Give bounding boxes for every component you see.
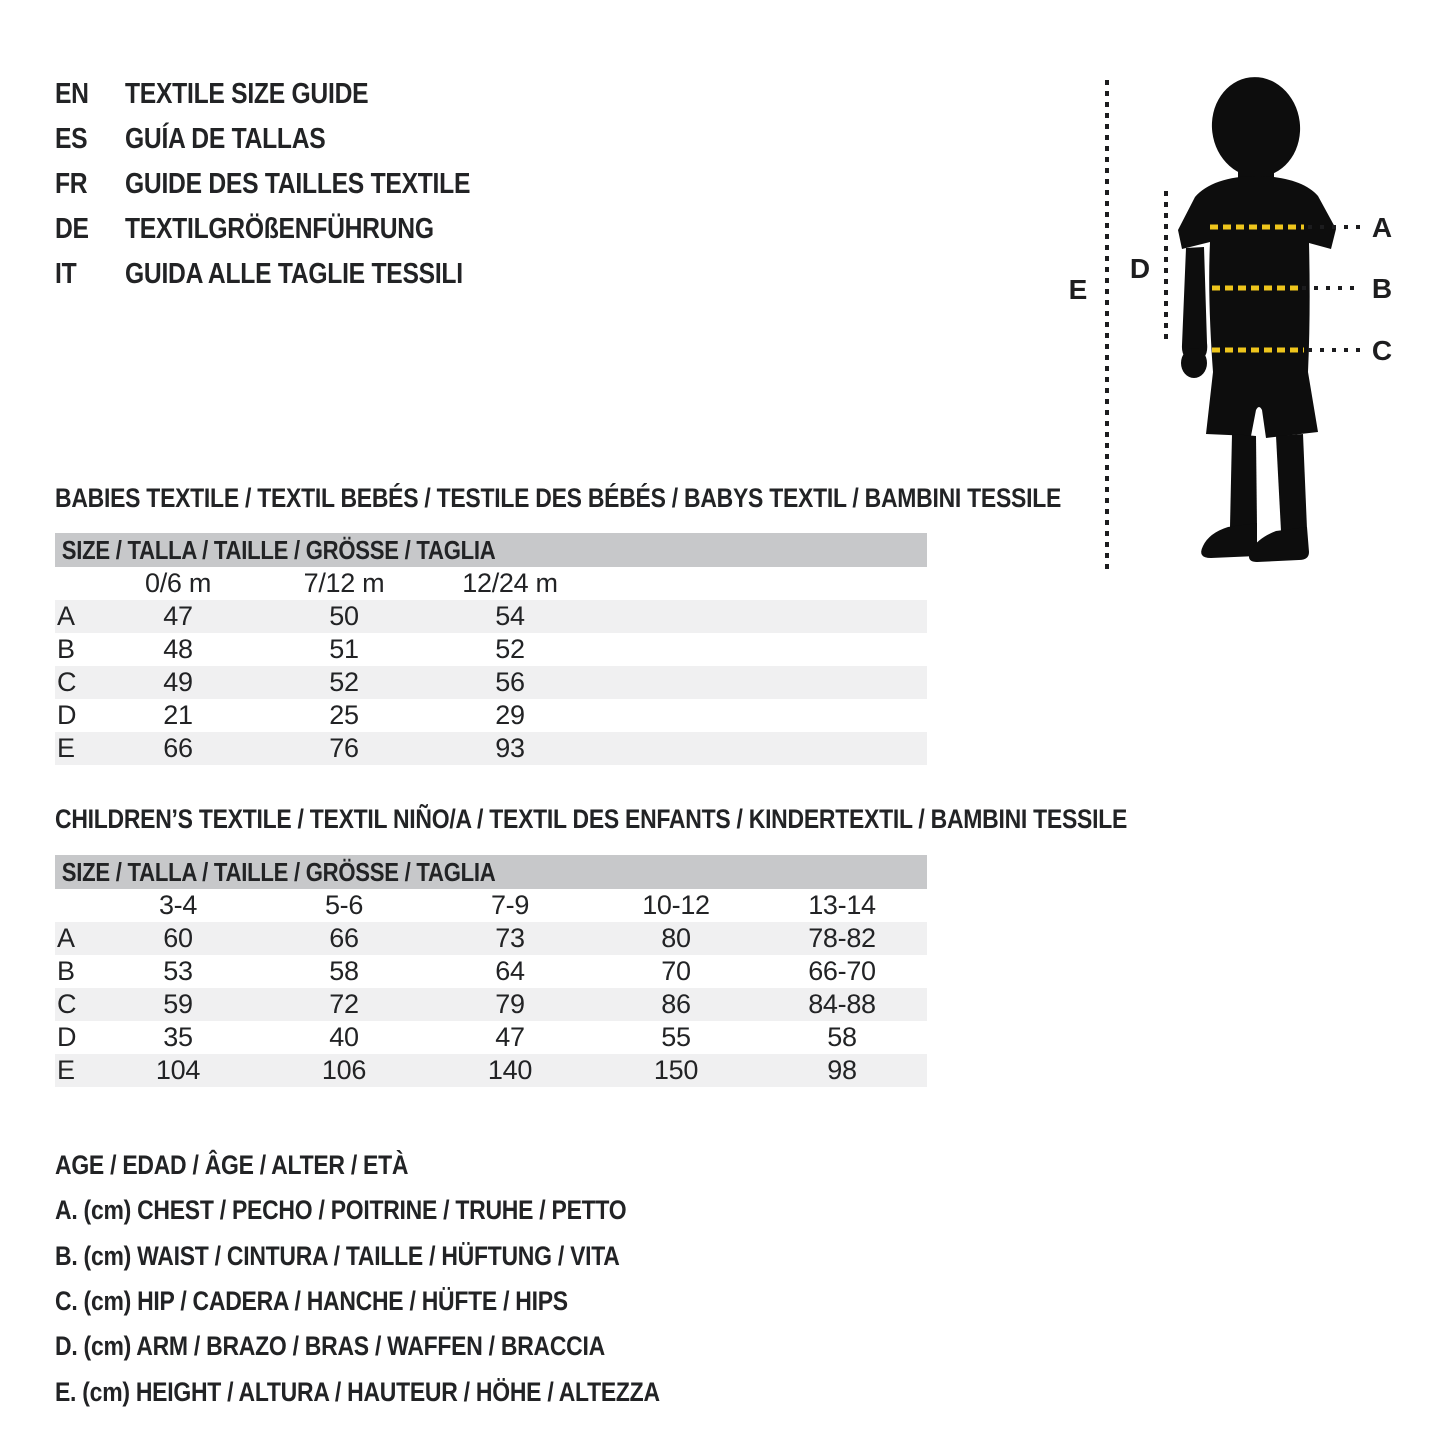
children-section-heading: CHILDREN’S TEXTILE / TEXTIL NIÑO/A / TEXTIL DES ENFANTS / KINDERTEXTIL / BAMBINI TESSILE bbox=[55, 804, 1128, 834]
lang-row-it bbox=[55, 252, 531, 297]
children-size-header-bar bbox=[55, 855, 927, 889]
babies-column-header-row bbox=[55, 567, 927, 600]
lang-row-en bbox=[55, 72, 531, 117]
lang-title-en: TEXTILE SIZE GUIDE bbox=[125, 78, 369, 110]
lang-title-it: GUIDA ALLE TAGLIE TESSILI bbox=[125, 258, 463, 290]
table-row: D 35 40 47 55 58 bbox=[57, 1022, 857, 1052]
lang-code-fr: FR bbox=[55, 168, 88, 200]
lang-code-de: DE bbox=[55, 213, 89, 245]
table-row: D 21 25 29 bbox=[57, 700, 525, 730]
label-b: B bbox=[1371, 273, 1393, 304]
children-size-header-text: SIZE / TALLA / TAILLE / GRÖSSE / TAGLIA bbox=[61, 856, 496, 887]
lang-row-de bbox=[55, 207, 531, 252]
children-column-header-row bbox=[55, 889, 927, 922]
label-a: A bbox=[1371, 212, 1393, 243]
legend-hip: C. (cm) HIP / CADERA / HANCHE / HÜFTE / HIPS bbox=[55, 1286, 568, 1317]
children-column-header: 5-6 bbox=[324, 890, 364, 920]
legend-chest: A. (cm) CHEST / PECHO / POITRINE / TRUHE / PETTO bbox=[55, 1195, 627, 1226]
table-row: B 48 51 52 bbox=[57, 634, 525, 664]
children-size-table bbox=[55, 855, 927, 1087]
table-row: C 49 52 56 bbox=[55, 666, 927, 699]
children-column-header: 13-14 bbox=[808, 890, 876, 920]
babies-column-header: 0/6 m bbox=[144, 568, 212, 598]
lang-row-fr bbox=[55, 162, 531, 207]
children-column-header: 10-12 bbox=[642, 890, 710, 920]
label-c: C bbox=[1371, 335, 1393, 366]
table-row: A 60 66 73 80 78-82 bbox=[55, 922, 927, 955]
silhouette-left-shoe bbox=[1201, 523, 1257, 558]
children-column-header: 3-4 bbox=[158, 890, 198, 920]
lang-title-fr: GUIDE DES TAILLES TEXTILE bbox=[125, 168, 471, 200]
silhouette-right-shoe bbox=[1249, 527, 1309, 562]
silhouette-hand bbox=[1181, 348, 1207, 378]
label-d: D bbox=[1129, 253, 1151, 284]
table-row: E 104 106 140 150 98 bbox=[55, 1054, 927, 1087]
label-e: E bbox=[1068, 274, 1088, 305]
babies-section-heading: BABIES TEXTILE / TEXTIL BEBÉS / TESTILE DES BÉBÉS / BABYS TEXTIL / BAMBINI TESSILE bbox=[55, 483, 1062, 513]
legend-arm: D. (cm) ARM / BRAZO / BRAS / WAFFEN / BRACCIA bbox=[55, 1331, 605, 1362]
lang-code-it: IT bbox=[55, 258, 77, 290]
babies-column-header: 12/24 m bbox=[462, 568, 558, 598]
babies-size-header-text: SIZE / TALLA / TAILLE / GRÖSSE / TAGLIA bbox=[61, 534, 496, 565]
silhouette-arm bbox=[1182, 247, 1207, 361]
table-row: A 47 50 54 bbox=[55, 600, 927, 633]
lang-title-es: GUÍA DE TALLAS bbox=[125, 123, 326, 155]
lang-title-de: TEXTILGRÖßENFÜHRUNG bbox=[125, 213, 434, 245]
babies-size-table bbox=[55, 533, 927, 765]
lang-code-es: ES bbox=[55, 123, 88, 155]
babies-column-header: 7/12 m bbox=[303, 568, 385, 598]
silhouette-right-leg bbox=[1276, 434, 1307, 531]
table-row: B 53 58 64 70 66-70 bbox=[57, 956, 876, 986]
legend-height: E. (cm) HEIGHT / ALTURA / HAUTEUR / HÖHE / ALTEZZA bbox=[55, 1376, 660, 1407]
babies-size-header-bar bbox=[55, 533, 927, 567]
language-title-list bbox=[55, 72, 531, 297]
lang-code-en: EN bbox=[55, 78, 89, 110]
measurement-legend bbox=[55, 1143, 766, 1415]
lang-row-es bbox=[55, 117, 531, 162]
legend-age: AGE / EDAD / ÂGE / ALTER / ETÀ bbox=[55, 1150, 409, 1181]
silhouette-shorts bbox=[1206, 372, 1318, 438]
table-row: E 66 76 93 bbox=[55, 732, 927, 765]
table-row: C 59 72 79 86 84-88 bbox=[55, 988, 927, 1021]
children-column-header: 7-9 bbox=[490, 890, 530, 920]
legend-waist: B. (cm) WAIST / CINTURA / TAILLE / HÜFTUNG / VITA bbox=[55, 1240, 620, 1271]
